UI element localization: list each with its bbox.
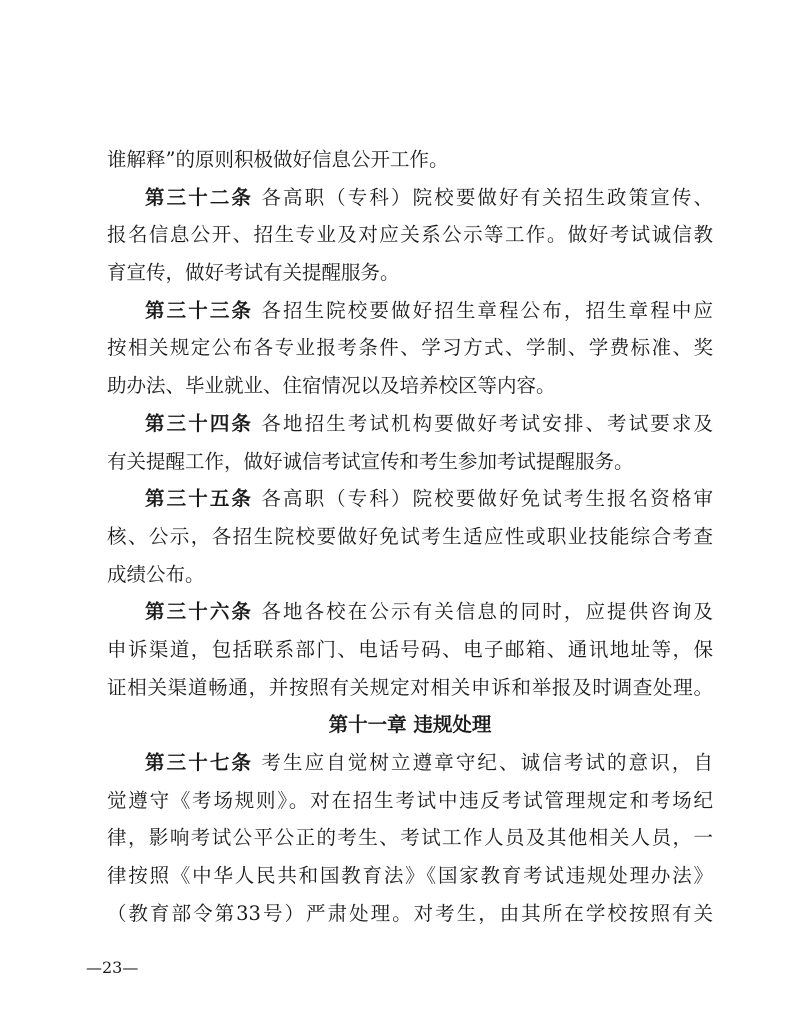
line-text: 申诉渠道，包括联系部门、电话号码、电子邮箱、通讯地址等，保 — [107, 637, 713, 661]
article-first-line — [107, 292, 713, 330]
text-line — [107, 895, 713, 933]
text-line — [107, 782, 713, 820]
article-first-line — [107, 179, 713, 217]
line-text: （教育部令第33号）严肃处理。对考生，由其所在学校按照有关 — [107, 901, 713, 925]
article-number: 第三十六条 — [145, 600, 254, 624]
article-first-line — [107, 744, 713, 782]
line-text: 各高职（专科）院校要做好有关招生政策宣传、 — [261, 185, 713, 209]
line-text: 各高职（专科）院校要做好免试考生报名资格审 — [261, 487, 713, 511]
text-line — [107, 669, 713, 707]
article-first-line — [107, 593, 713, 631]
article-number: 第三十三条 — [145, 298, 254, 322]
text-line — [107, 857, 713, 895]
page-number: —23— — [86, 958, 139, 977]
line-text: 核、公示，各招生院校要做好免试考生适应性或职业技能综合考查 — [107, 524, 713, 548]
line-text: 考生应自觉树立遵章守纪、诚信考试的意识，自 — [261, 751, 713, 774]
line-text: 证相关渠道畅通，并按照有关规定对相关申诉和举报及时调查处理。 — [107, 675, 713, 699]
text-line — [107, 367, 713, 405]
article-number: 第三十四条 — [145, 411, 254, 435]
line-text: 助办法、毕业就业、住宿情况以及培养校区等内容。 — [107, 374, 556, 398]
line-text: 各地各校在公示有关信息的同时，应提供咨询及 — [261, 600, 713, 624]
line-text: 成绩公布。 — [107, 562, 205, 586]
line-text: 报名信息公开、招生专业及对应关系公示等工作。做好考试诚信教 — [107, 223, 713, 247]
article-number: 第三十二条 — [145, 185, 254, 209]
article-number: 第三十五条 — [145, 487, 254, 511]
text-line — [107, 216, 713, 254]
line-text: 觉遵守《考场规则》。对在招生考试中违反考试管理规定和考场纪 — [107, 788, 713, 812]
article-first-line — [107, 480, 713, 518]
text-line — [107, 141, 713, 179]
article-number: 第三十七条 — [145, 751, 254, 774]
line-text: 各招生院校要做好招生章程公布，招生章程中应 — [261, 298, 713, 322]
chapter-heading: 第十一章 违规处理 — [328, 713, 492, 737]
line-text: 各地招生考试机构要做好考试安排、考试要求及 — [261, 411, 713, 435]
line-text: 有关提醒工作，做好诚信考试宣传和考生参加考试提醒服务。 — [107, 449, 634, 473]
text-line — [107, 329, 713, 367]
text-line — [107, 631, 713, 669]
line-text: 育宣传，做好考试有关提醒服务。 — [107, 261, 400, 285]
article-first-line — [107, 405, 713, 443]
text-line — [107, 819, 713, 857]
text-line — [107, 518, 713, 556]
line-text: 律按照《中华人民共和国教育法》《国家教育考试违规处理办法》 — [107, 864, 713, 888]
text-line — [107, 443, 713, 481]
text-line — [107, 556, 713, 594]
line-text: 按相关规定公布各专业报考条件、学习方式、学制、学费标准、奖 — [107, 336, 713, 360]
document-body — [107, 141, 713, 932]
line-text: 谁解释”的原则积极做好信息公开工作。 — [107, 148, 449, 171]
text-line — [107, 254, 713, 292]
line-text: 律，影响考试公平公正的考生、考试工作人员及其他相关人员，一 — [107, 826, 713, 850]
